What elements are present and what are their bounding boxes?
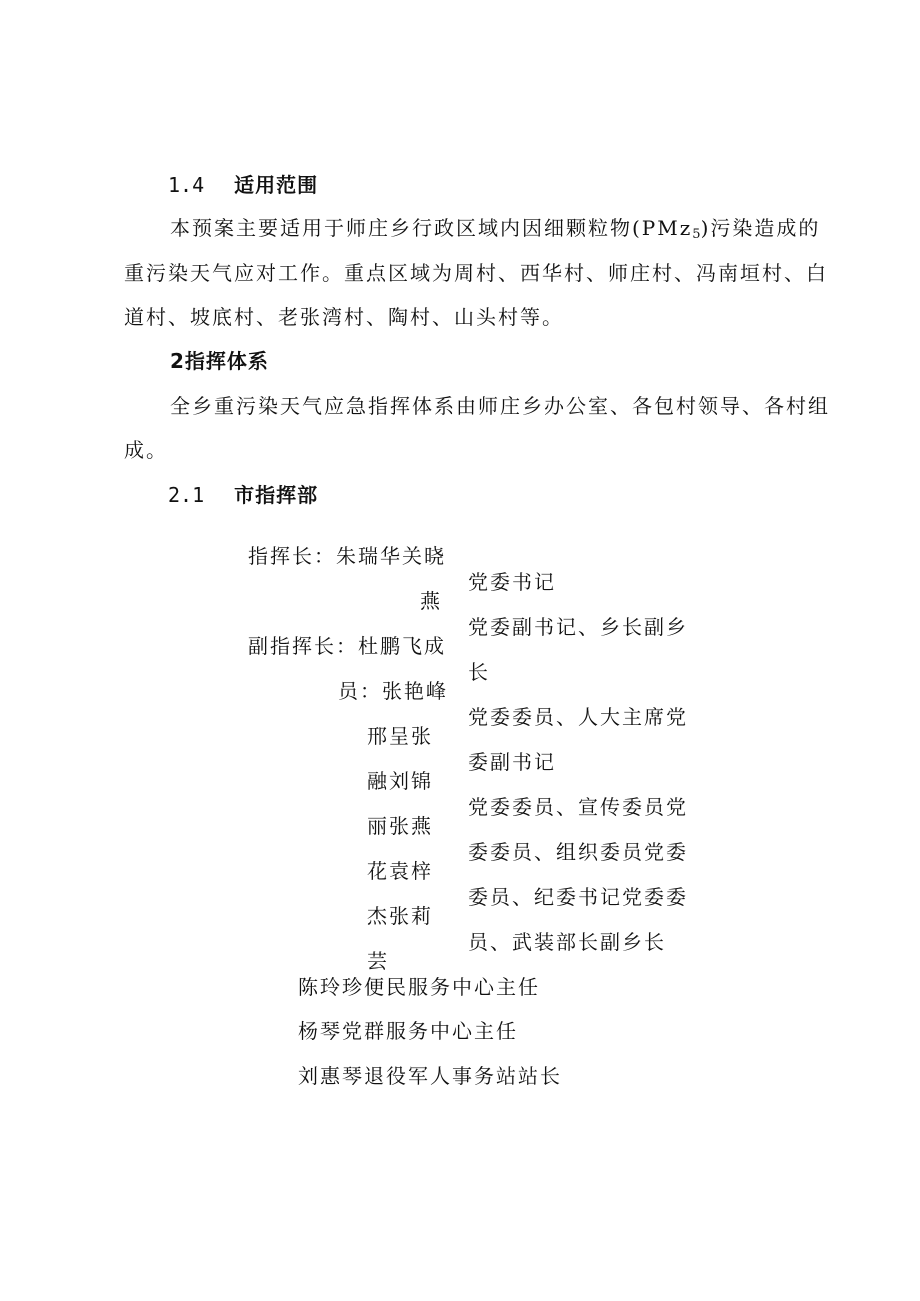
name-line: 融刘锦 xyxy=(367,769,433,793)
position-line: 委委员、组织委员党委 xyxy=(468,840,688,864)
paragraph-text: )污染造成的 xyxy=(700,216,821,240)
personnel-line: 杨琴党群服务中心主任 xyxy=(298,1019,518,1043)
section-title: 适用范围 xyxy=(234,173,319,197)
personnel-line: 陈玲珍便民服务中心主任 xyxy=(298,975,540,999)
paragraph-line xyxy=(170,216,820,247)
position-line: 长 xyxy=(468,660,490,684)
name-line: 指挥长：朱瑞华关晓 xyxy=(248,544,446,568)
paragraph-line: 重污染天气应对工作。重点区域为周村、西华村、师庄村、冯南垣村、白 xyxy=(124,261,828,285)
section-number: 2.1 xyxy=(168,483,205,507)
position-line: 员、武装部长副乡长 xyxy=(468,930,666,954)
subscript: 5 xyxy=(692,227,701,242)
paragraph-line: 全乡重污染天气应急指挥体系由师庄乡办公室、各包村领导、各村组 xyxy=(170,394,830,418)
position-line: 党委副书记、乡长副乡 xyxy=(468,615,688,639)
paragraph-text: 本预案主要适用于师庄乡行政区域内因细颗粒物(PMz xyxy=(170,216,693,240)
name-line: 芸 xyxy=(367,949,389,973)
name-line: 杰张莉 xyxy=(367,904,433,928)
section-number: 1.4 xyxy=(168,173,205,197)
section-heading-2: 2指挥体系 xyxy=(170,349,269,373)
name-line: 员：张艳峰 xyxy=(338,679,448,703)
personnel-line: 刘惠琴退役军人事务站站长 xyxy=(298,1064,562,1088)
position-line: 党委委员、人大主席党 xyxy=(468,705,688,729)
position-line: 委副书记 xyxy=(468,750,556,774)
paragraph-line: 道村、坡底村、老张湾村、陶村、山头村等。 xyxy=(124,305,564,329)
name-line: 副指挥长：杜鹏飞成 xyxy=(248,634,446,658)
position-line: 党委书记 xyxy=(468,570,556,594)
name-line: 花袁梓 xyxy=(367,859,433,883)
name-line: 丽张燕 xyxy=(367,814,433,838)
section-title: 市指挥部 xyxy=(234,483,319,507)
position-line: 党委委员、宣传委员党 xyxy=(468,795,688,819)
name-line: 燕 xyxy=(420,589,442,613)
name-line: 邢呈张 xyxy=(367,724,433,748)
section-heading-2-1 xyxy=(168,483,318,507)
section-heading-1-4 xyxy=(168,173,318,197)
position-line: 委员、纪委书记党委委 xyxy=(468,885,688,909)
personnel-name-column xyxy=(240,538,450,973)
paragraph-line: 成。 xyxy=(124,438,168,462)
